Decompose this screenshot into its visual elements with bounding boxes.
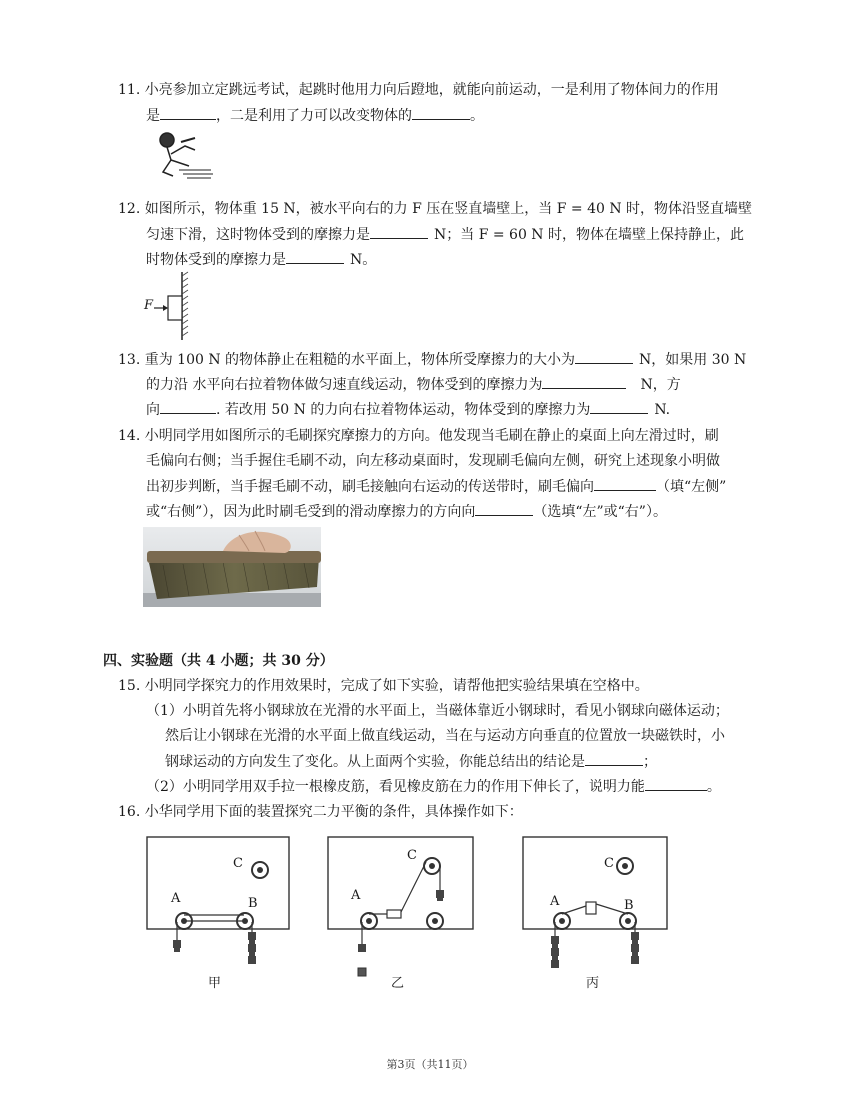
q13-blank-1[interactable] bbox=[575, 349, 633, 364]
q12-text-a: 匀速下滑，这时物体受到的摩擦力是 bbox=[146, 227, 370, 243]
figure-yi-svg bbox=[325, 836, 485, 996]
q14-line4 bbox=[146, 501, 667, 522]
q13-line2 bbox=[146, 374, 681, 395]
q13-text-a: 13. 重为 100 N 的物体静止在粗糙的水平面上，物体所受摩擦力的大小为 bbox=[118, 352, 576, 368]
q15-blank-1[interactable] bbox=[585, 751, 643, 766]
q13-text-c: 的力沿 水平向右拉着物体做匀速直线运动，物体受到的摩擦力为 bbox=[146, 377, 543, 393]
q13-text-g: N. bbox=[654, 402, 671, 418]
q15-text-d: 。 bbox=[706, 779, 721, 795]
label-b: B bbox=[624, 898, 634, 913]
label-c: C bbox=[407, 848, 417, 863]
wall-figure bbox=[144, 270, 204, 342]
q15-line4 bbox=[165, 751, 657, 772]
q14-line3 bbox=[146, 476, 726, 497]
q15-line1: 15. 小明同学探究力的作用效果时，完成了如下实验，请帮他把实验结果填在空格中。 bbox=[118, 678, 649, 694]
caption-bing: 丙 bbox=[586, 976, 600, 991]
q13-line1 bbox=[118, 349, 746, 370]
figure-yi bbox=[325, 836, 485, 996]
q12-line1: 12. 如图所示，物体重 15 N，被水平向右的力 F 压在竖直墙壁上，当 F = 40 N 时，物体沿竖直墙壁 bbox=[118, 201, 753, 217]
q15-line5 bbox=[146, 776, 721, 797]
caption-jia: 甲 bbox=[208, 976, 222, 991]
q11-blank-1[interactable] bbox=[160, 105, 216, 120]
q12-text-b: N；当 F = 60 N 时，物体在墙壁上保持静止，此 bbox=[434, 227, 745, 243]
q14-text-a: 出初步判断，当手握毛刷不动，刷毛接触向右运动的传送带时，刷毛偏向 bbox=[146, 479, 594, 495]
figure-bing bbox=[520, 836, 680, 996]
q11-line2 bbox=[146, 105, 484, 126]
force-label: F bbox=[144, 298, 154, 313]
q14-blank-1[interactable] bbox=[594, 476, 656, 491]
section-title: 四、实验题（共 4 小题；共 30 分） bbox=[103, 653, 334, 669]
q14-text-c: 或“右侧”），因为此时刷毛受到的滑动摩擦力的方向向 bbox=[146, 504, 476, 520]
q11-line1: 11. 小亮参加立定跳远考试，起跳时他用力向后蹬地，就能向前运动，一是利用了物体间力的作用 bbox=[118, 82, 719, 98]
q15-text-c: （2）小明同学用双手拉一根橡皮筋，看见橡皮筋在力的作用下伸长了，说明力能 bbox=[146, 779, 645, 795]
q13-text-e: 向 bbox=[146, 402, 160, 418]
label-b: B bbox=[248, 896, 258, 911]
label-a: A bbox=[550, 894, 560, 909]
q11-text-b: ，二是利用了力可以改变物体的 bbox=[216, 108, 412, 124]
q14-text-b: （填“左侧” bbox=[656, 479, 727, 495]
q11-blank-2[interactable] bbox=[412, 105, 470, 120]
q12-blank-1[interactable] bbox=[370, 224, 428, 239]
q11-text-a: 是 bbox=[146, 108, 160, 124]
q12-blank-2[interactable] bbox=[286, 249, 344, 264]
q13-blank-2[interactable] bbox=[542, 374, 626, 389]
q12-text-c: 时物体受到的摩擦力是 bbox=[146, 252, 286, 268]
q13-blank-3[interactable] bbox=[160, 399, 216, 414]
q13-blank-4[interactable] bbox=[590, 399, 648, 414]
q11-text-c: 。 bbox=[470, 108, 484, 124]
page-footer: 第3页（共11页） bbox=[386, 1058, 474, 1071]
caption-yi: 乙 bbox=[391, 976, 405, 991]
q15-text-b: ； bbox=[643, 754, 657, 770]
q15-text-a: 钢球运动的方向发生了变化。从上面两个实验，你能总结出的结论是 bbox=[165, 754, 585, 770]
q13-text-d: N，方 bbox=[640, 377, 681, 393]
q16-line1: 16. 小华同学用下面的装置探究二力平衡的条件，具体操作如下： bbox=[118, 804, 523, 820]
q15-line2: （1）小明首先将小钢球放在光滑的水平面上，当磁体靠近小钢球时，看见小钢球向磁体运动； bbox=[146, 703, 729, 719]
figure-bing-svg bbox=[520, 836, 680, 996]
label-c: C bbox=[233, 856, 243, 871]
q12-text-d: N。 bbox=[350, 252, 377, 268]
q15-blank-2[interactable] bbox=[645, 776, 707, 791]
q14-blank-2[interactable] bbox=[475, 501, 533, 516]
brush-photo bbox=[143, 527, 321, 607]
q14-text-d: （选填“左”或“右”）。 bbox=[533, 504, 667, 520]
q14-line2: 毛偏向右侧；当手握住毛刷不动，向左移动桌面时，发现刷毛偏向左侧，研究上述现象小明做 bbox=[146, 453, 720, 469]
q12-line2 bbox=[146, 224, 744, 245]
label-a: A bbox=[351, 888, 361, 903]
label-a: A bbox=[171, 891, 181, 906]
q14-line1: 14. 小明同学用如图所示的毛刷探究摩擦力的方向。他发现当毛刷在静止的桌面上向左滑过时，刷 bbox=[118, 428, 719, 444]
q13-text-b: N，如果用 30 N bbox=[639, 352, 747, 368]
jumper-illustration bbox=[145, 130, 215, 182]
label-c: C bbox=[604, 856, 614, 871]
q13-text-f: . 若改用 50 N 的力向右拉着物体运动，物体受到的摩擦力为 bbox=[216, 402, 591, 418]
figure-jia bbox=[140, 836, 300, 996]
q13-line3 bbox=[146, 399, 670, 420]
q15-line3: 然后让小钢球在光滑的水平面上做直线运动，当在与运动方向垂直的位置放一块磁铁时，小 bbox=[165, 728, 725, 744]
q12-line3 bbox=[146, 249, 376, 270]
